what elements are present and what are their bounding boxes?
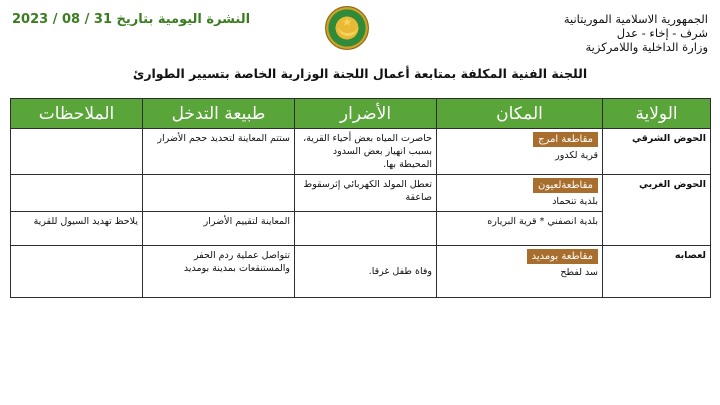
header-place: المكان <box>437 99 603 129</box>
table-row <box>11 129 711 175</box>
intervention-cell: ستتم المعاينة لتحديد حجم الأضرار <box>143 129 295 175</box>
header-damage: الأضرار <box>295 99 437 129</box>
intervention-cell: تتواصل عملية ردم الحفر والمستنقعات بمدينة بومديد <box>143 246 295 298</box>
header-notes: الملاحظات <box>11 99 143 129</box>
wilaya-cell: لعصابه <box>603 246 711 298</box>
place-name: بلدية انصفني * قرية البرياره <box>487 216 598 227</box>
table-row <box>11 175 711 212</box>
notes-cell: يلاحظ تهديد السيول للقرية <box>11 212 143 246</box>
table-row <box>11 246 711 298</box>
ministry-name: وزارة الداخلية واللامركزية <box>585 40 708 54</box>
page-title: اللجنة الفنية المكلفة بمتابعة أعمال اللجنة الوزارية الخاصة بتسيير الطوارئ <box>132 66 588 81</box>
national-emblem-icon: ★ <box>325 6 369 50</box>
damage-cell: وفاة طفل غرقا. <box>295 246 437 298</box>
district-badge: مقاطعةلعيون <box>533 178 598 193</box>
header-intervention: طبيعة التدخل <box>143 99 295 129</box>
header-wilaya: الولاية <box>603 99 711 129</box>
district-badge: مقاطعة امرج <box>533 132 598 147</box>
header-ministry-block <box>564 12 708 54</box>
notes-cell <box>11 246 143 298</box>
motto: شرف - إخاء - عدل <box>616 26 708 40</box>
place-cell <box>437 246 603 298</box>
table-header-row <box>11 99 711 129</box>
damage-cell: تعطل المولد الكهربائي إثرسقوط صاعقة <box>295 175 437 212</box>
intervention-cell: المعاينة لتقييم الأضرار <box>143 212 295 246</box>
wilaya-cell: الحوض الشرقي <box>603 129 711 175</box>
place-name: بلدية تنحماد <box>552 196 598 207</box>
district-badge: مقاطعة بومديد <box>527 249 598 264</box>
bulletin-date: النشرة اليومية بتاريخ 31 / 08 / 2023 <box>12 12 251 27</box>
place-cell <box>437 212 603 246</box>
republic-name: الجمهورية الاسلامية الموريتانية <box>563 12 708 26</box>
place-name: سد لفطح <box>560 267 598 278</box>
damage-cell: حاصرت المياه بعض أحياء القرية، بسبب انهيار بعض السدود المحيطة بها. <box>295 129 437 175</box>
place-cell <box>437 129 603 175</box>
notes-cell <box>11 175 143 212</box>
place-cell <box>437 175 603 212</box>
damage-cell <box>295 212 437 246</box>
notes-cell <box>11 129 143 175</box>
intervention-cell <box>143 175 295 212</box>
wilaya-cell: الحوض الغربي <box>603 175 711 246</box>
emergency-table <box>10 98 711 298</box>
place-name: قرية لكدور <box>555 150 598 161</box>
